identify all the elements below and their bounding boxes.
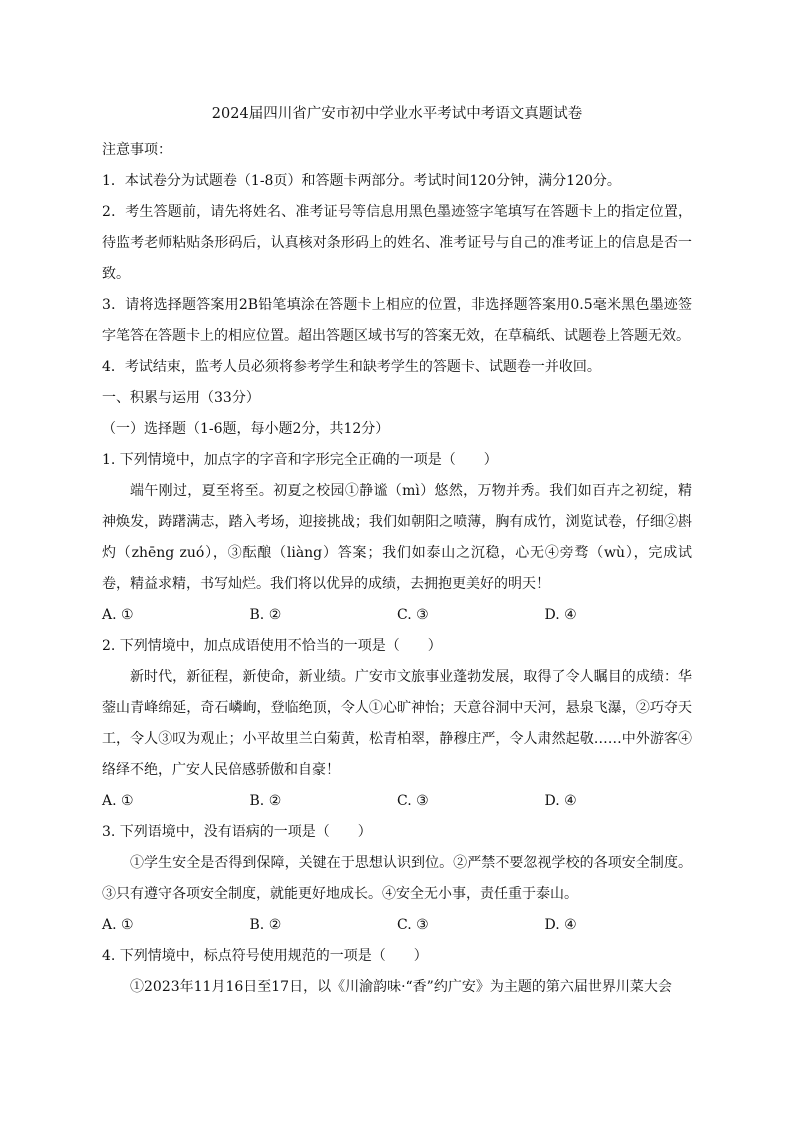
question-2-stem: 2. 下列情境中，加点成语使用不恰当的一项是（ ） — [102, 638, 442, 654]
question-1-passage: 端午刚过，夏至将至。初夏之校园①静谧（mì）悠然，万物并秀。我们如百卉之初绽，精神焕发，踌躇满志，踏入考场，迎接挑战；我们如朝阳之喷薄，胸有成竹，浏览试卷，仔细②斟灼（zhēng zuó），③酝酿（liàng）答案；我们如泰山之沉稳，心无④旁骛（wù），完成试卷，精益求精，书写灿烂。我们将以优异的成绩，去拥抱更美好的明天！ — [102, 483, 692, 592]
subsection-heading: （一）选择题（1-6题，每小题2分，共12分） — [102, 421, 390, 437]
question-1-stem: 1. 下列情境中，加点字的字音和字形完全正确的一项是（ ） — [102, 452, 498, 468]
option-d: D. ④ — [544, 793, 577, 809]
option-d: D. ④ — [544, 607, 577, 623]
note-3: 3．请将选择题答案用2B铅笔填涂在答题卡上相应的位置，非选择题答案用0.5毫米黑色墨迹签字笔答在答题卡上的相应位置。超出答题区域书写的答案无效，在草稿纸、试题卷上答题无效。 — [102, 297, 692, 344]
note-2: 2．考生答题前，请先将姓名、准考证号等信息用黑色墨迹签字笔填写在答题卡上的指定位置，待监考老师粘贴条形码后，认真核对条形码上的姓名、准考证号与自己的准考证上的信息是否一致。 — [102, 204, 692, 282]
option-c: C. ③ — [397, 917, 429, 933]
option-b: B. ② — [249, 607, 282, 623]
note-1: 1．本试卷分为试题卷（1-8页）和答题卡两部分。考试时间120分钟，满分120分。 — [102, 173, 621, 189]
question-3-options — [102, 910, 692, 941]
question-3-stem: 3. 下列语境中，没有语病的一项是（ ） — [102, 824, 372, 840]
option-c: C. ③ — [397, 607, 429, 623]
option-b: B. ② — [249, 917, 282, 933]
notes-heading: 注意事项： — [102, 142, 172, 158]
question-4-passage: ①2023年11月16日至17日，以《川渝韵味·“香”约广安》为主题的第六届世界川菜大会 — [130, 979, 672, 995]
exam-title: 2024届四川省广安市初中学业水平考试中考语文真题试卷 — [211, 106, 583, 122]
question-2-options — [102, 786, 692, 817]
question-1-options — [102, 600, 692, 631]
option-b: B. ② — [249, 793, 282, 809]
question-4-stem: 4. 下列情境中，标点符号使用规范的一项是（ ） — [102, 948, 428, 964]
option-d: D. ④ — [544, 917, 577, 933]
option-a: A. ① — [102, 917, 134, 933]
option-c: C. ③ — [397, 793, 429, 809]
question-2-passage: 新时代，新征程，新使命，新业绩。广安市文旅事业蓬勃发展，取得了令人瞩目的成绩：华蓥山青峰绵延，奇石嶙峋，登临绝顶，令人①心旷神怡；天意谷洞中天河，悬泉飞瀑，②巧夺天工，令人③叹为观止；小平故里兰白菊黄，松青柏翠，静穆庄严，令人肃然起敬……中外游客④络绎不绝，广安人民倍感骄傲和自豪！ — [102, 669, 692, 778]
option-a: A. ① — [102, 793, 134, 809]
question-3-passage: ①学生安全是否得到保障，关键在于思想认识到位。②严禁不要忽视学校的各项安全制度。③只有遵守各项安全制度，就能更好地成长。④安全无小事，责任重于泰山。 — [102, 855, 692, 902]
option-a: A. ① — [102, 607, 134, 623]
section-heading: 一、积累与运用（33分） — [102, 390, 260, 406]
note-4: 4．考试结束，监考人员必须将参考学生和缺考学生的答题卡、试题卷一并收回。 — [102, 359, 601, 375]
